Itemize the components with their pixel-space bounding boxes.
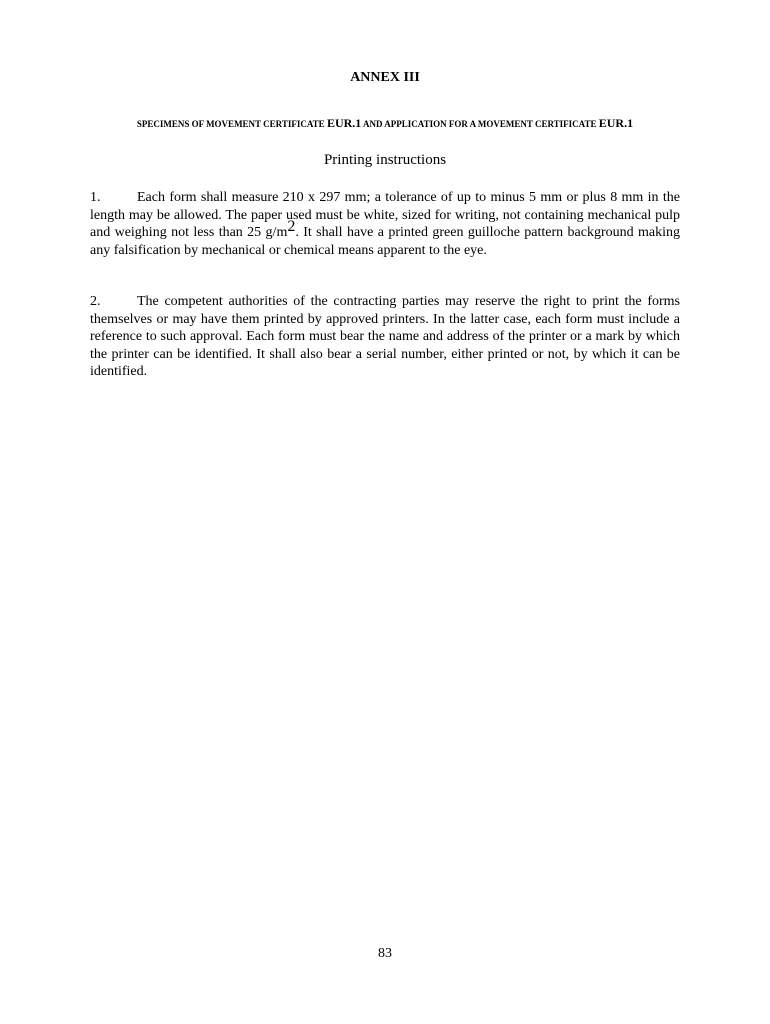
paragraph-1-text-a: Each form shall measure 210 x 297 mm; a tolerance of up to minus 5 mm or plus 8 mm in the length may be allowed. The paper used must be white, sized for writing, not containing mechanical pulp and weighing not less than 25 g/m [90,190,680,240]
paragraph-1-superscript: 2 [287,218,296,235]
paragraph-2-text: The competent authorities of the contracting parties may reserve the right to print the forms themselves or may have them printed by approved printers. In the latter case, each form must include a reference to such approval. Each form must bear the name and address of the printer or a mark by which the printer can be identified. It shall also bear a serial number, either printed or not, by which it can be identified. [90,294,680,379]
paragraph-1 [90,189,680,259]
annex-title: ANNEX III [350,70,420,85]
annex-subtitle-part-3: AND APPLICATION FOR A MOVEMENT CERTIFICATE [361,119,599,129]
paragraph-2-number: 2. [90,294,101,309]
annex-subtitle-part-2: EUR.1 [326,116,362,130]
annex-subtitle [0,116,770,131]
paragraph-2 [90,293,680,381]
annex-subtitle-part-4: EUR.1 [598,116,634,130]
paragraph-1-text-b: . It shall have a printed green guilloche pattern background making any falsification by mechanical or chemical means apparent to the eye. [90,225,680,258]
paragraph-1-number: 1. [90,190,101,205]
page-number: 83 [378,946,392,961]
annex-subtitle-part-1: SPECIMENS OF MOVEMENT CERTIFICATE [136,119,327,129]
section-heading: Printing instructions [323,152,447,168]
